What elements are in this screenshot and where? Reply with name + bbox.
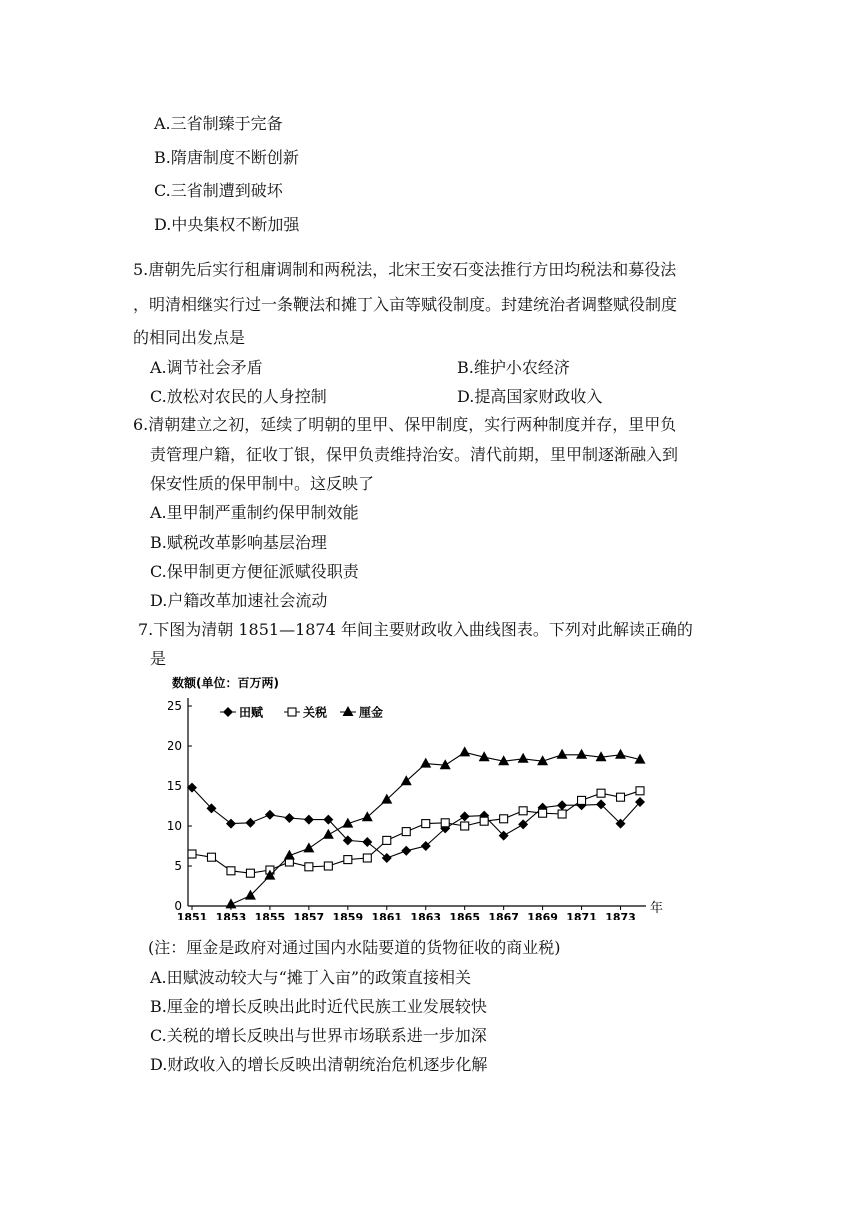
x-tick-label: 1863 [410, 911, 442, 920]
data-point-triangle [362, 811, 373, 821]
revenue-chart [168, 668, 668, 920]
data-point-square [617, 793, 625, 801]
q7-note: (注：厘金是政府对通过国内水陆要道的货物征收的商业税) [148, 938, 561, 957]
data-point-square [441, 819, 449, 827]
data-point-square [422, 820, 430, 828]
data-point-triangle [518, 753, 529, 763]
x-tick-label: 1873 [605, 911, 636, 920]
data-point-square [363, 854, 371, 862]
x-tick-label: 1859 [332, 911, 364, 920]
data-point-diamond [557, 800, 567, 810]
data-point-square [500, 815, 508, 823]
q6-option-b: B.赋税改革影响基层治理 [150, 533, 327, 552]
y-tick-label: 20 [168, 739, 182, 753]
data-point-square [558, 810, 566, 818]
q4-option-c: C.三省制遭到破坏 [154, 181, 283, 200]
x-tick-label: 1853 [215, 911, 247, 920]
data-point-diamond [245, 818, 255, 828]
q5-stem-line-3: 的相同出发点是 [133, 328, 246, 347]
data-point-square [227, 867, 235, 875]
x-tick-label: 1855 [254, 911, 286, 920]
data-point-triangle [303, 842, 314, 852]
q5-stem-line-1: 5.唐朝先后实行租庸调制和两税法，北宋王安石变法推行方田均税法和募役法 [133, 260, 677, 279]
data-point-diamond [401, 846, 411, 856]
q6-stem-line-3: 保安性质的保甲制中。这反映了 [150, 474, 375, 493]
data-point-diamond [284, 813, 294, 823]
q7-option-c: C.关税的增长反映出与世界市场联系进一步加深 [150, 1026, 487, 1045]
q6-option-c: C.保甲制更方便征派赋役职责 [150, 562, 359, 581]
x-tick-label: 1861 [371, 911, 403, 920]
data-point-square [539, 809, 547, 817]
q6-stem-line-2: 责管理户籍，征收丁银，保甲负责维持治安。清代前期，里甲制逐渐融入到 [150, 445, 679, 464]
data-point-square [344, 856, 352, 864]
legend-label: 田赋 [239, 705, 264, 720]
data-point-square [578, 796, 586, 804]
data-point-triangle [225, 898, 236, 908]
x-tick-label: 1857 [293, 911, 325, 920]
q5-option-b: B.维护小农经济 [457, 358, 570, 377]
data-point-diamond [304, 815, 314, 825]
data-point-diamond [265, 810, 275, 820]
data-point-triangle [459, 746, 470, 756]
legend-label: 关税 [303, 705, 328, 720]
q5-option-d: D.提高国家财政收入 [457, 387, 603, 406]
y-tick-label: 25 [168, 699, 182, 713]
data-point-triangle [557, 749, 568, 759]
data-point-diamond [460, 811, 470, 821]
x-tick-label: 1869 [527, 911, 558, 920]
data-point-triangle [576, 749, 587, 759]
data-point-square [383, 836, 391, 844]
data-point-square [246, 869, 254, 877]
series-line-triangle [231, 752, 640, 904]
x-tick-label: 1871 [566, 911, 597, 920]
series-line-square [192, 791, 640, 873]
data-point-triangle [615, 749, 626, 759]
q6-stem-line-1: 6.清朝建立之初，延续了明朝的里甲、保甲制度，实行两种制度并存，里甲负 [133, 415, 677, 434]
q7-option-a: A.田赋波动较大与“摊丁入亩”的政策直接相关 [150, 968, 472, 987]
data-point-triangle [323, 829, 334, 839]
data-point-diamond [226, 819, 236, 829]
legend-label: 厘金 [359, 705, 384, 720]
q6-option-d: D.户籍改革加速社会流动 [150, 591, 328, 610]
y-tick-label: 15 [168, 779, 182, 793]
q7-option-b: B.厘金的增长反映出此时近代民族工业发展较快 [150, 997, 487, 1016]
data-point-square [636, 787, 644, 795]
q6-option-a: A.里甲制严重制约保甲制效能 [150, 503, 359, 522]
q7-stem-line-1: 7.下图为清朝 1851—1874 年间主要财政收入曲线图表。下列对此解读正确的 [138, 620, 693, 639]
data-point-square [461, 822, 469, 830]
data-point-square [305, 863, 313, 871]
y-tick-label: 10 [168, 819, 182, 833]
q4-option-d: D.中央集权不断加强 [154, 215, 300, 234]
data-point-square [519, 807, 527, 815]
data-point-square [402, 828, 410, 836]
x-axis-title: 年 [650, 901, 664, 916]
q5-stem-line-2: ，明清相继实行过一条鞭法和摊丁入亩等赋役制度。封建统治者调整赋役制度 [133, 295, 678, 314]
data-point-triangle [401, 775, 412, 785]
q7-stem-line-2: 是 [150, 649, 167, 668]
revenue-line-chart [168, 668, 668, 920]
data-point-square [597, 789, 605, 797]
data-point-square [480, 817, 488, 825]
data-point-square [207, 853, 215, 861]
y-tick-label: 0 [174, 899, 182, 913]
x-tick-label: 1865 [449, 911, 481, 920]
series-line-diamond [192, 788, 640, 858]
data-point-square [188, 850, 196, 858]
x-tick-label: 1867 [488, 911, 519, 920]
q4-option-a: A.三省制臻于完备 [154, 114, 283, 133]
y-tick-label: 5 [174, 859, 182, 873]
q4-option-b: B.隋唐制度不断创新 [154, 148, 299, 167]
y-axis-title: 数额(单位：百万两) [172, 676, 279, 690]
chart-legend [220, 705, 383, 720]
q7-option-d: D.财政收入的增长反映出清朝统治危机逐步化解 [150, 1055, 488, 1074]
data-point-triangle [440, 759, 451, 769]
data-point-triangle [381, 794, 392, 804]
legend-marker-diamond [223, 707, 233, 717]
legend-marker-triangle [343, 706, 354, 716]
q5-option-a: A.调节社会矛盾 [150, 358, 263, 377]
legend-marker-square [288, 708, 296, 716]
data-point-triangle [420, 758, 431, 768]
q5-option-c: C.放松对农民的人身控制 [150, 387, 327, 406]
data-point-square [324, 862, 332, 870]
x-tick-label: 1851 [176, 911, 208, 920]
